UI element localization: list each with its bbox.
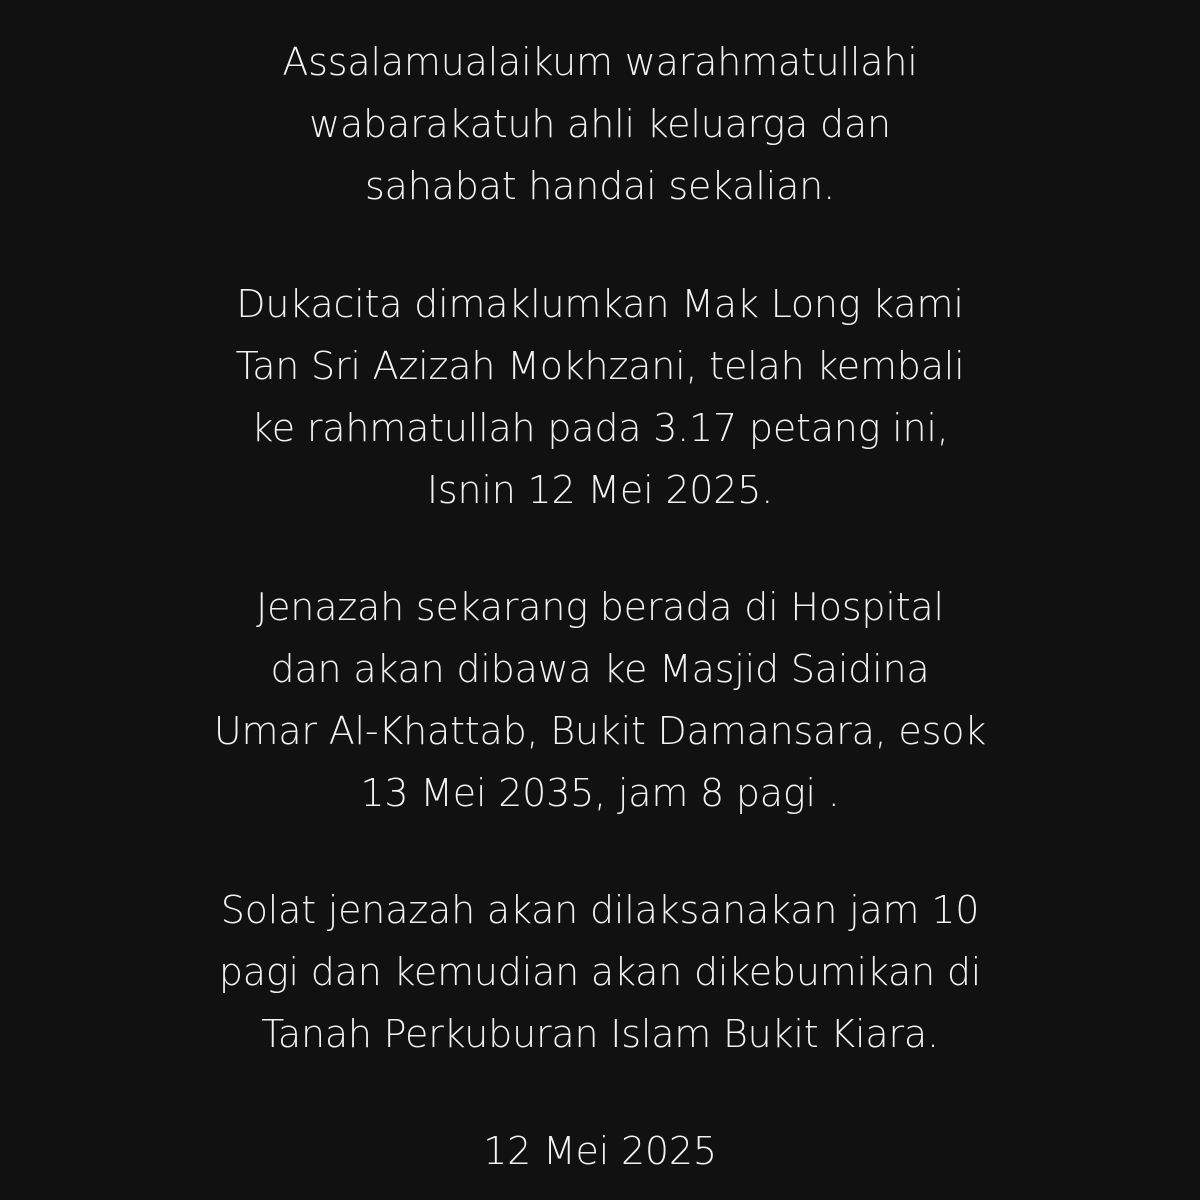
greeting-line: wabarakatuh ahli keluarga dan [309,102,891,146]
announcement-date: 12 Mei 2025 [483,1129,717,1173]
prayer-burial-line: pagi dan kemudian akan dikebumikan di [218,950,982,994]
greeting-line: sahabat handai sekalian. [365,164,835,208]
prayer-burial-line: Solat jenazah akan dilaksanakan jam 10 [220,888,980,932]
remains-info-line: 13 Mei 2035, jam 8 pagi . [360,771,840,815]
prayer-burial-line: Tanah Perkuburan Islam Bukit Kiara. [261,1012,939,1056]
death-notice-line: Tan Sri Azizah Mokhzani, telah kembali [235,344,965,388]
death-notice-line: Isnin 12 Mei 2025. [426,468,774,512]
remains-info-line: Jenazah sekarang berada di Hospital [256,585,944,629]
greeting-line: Assalamualaikum warahmatullahi [282,40,918,84]
death-notice-line: Dukacita dimaklumkan Mak Long kami [236,282,964,326]
death-notice-line: ke rahmatullah pada 3.17 petang ini, [251,406,949,450]
remains-info-line: Umar Al-Khattab, Bukit Damansara, esok [213,709,987,753]
remains-info-line: dan akan dibawa ke Masjid Saidina [270,647,930,691]
